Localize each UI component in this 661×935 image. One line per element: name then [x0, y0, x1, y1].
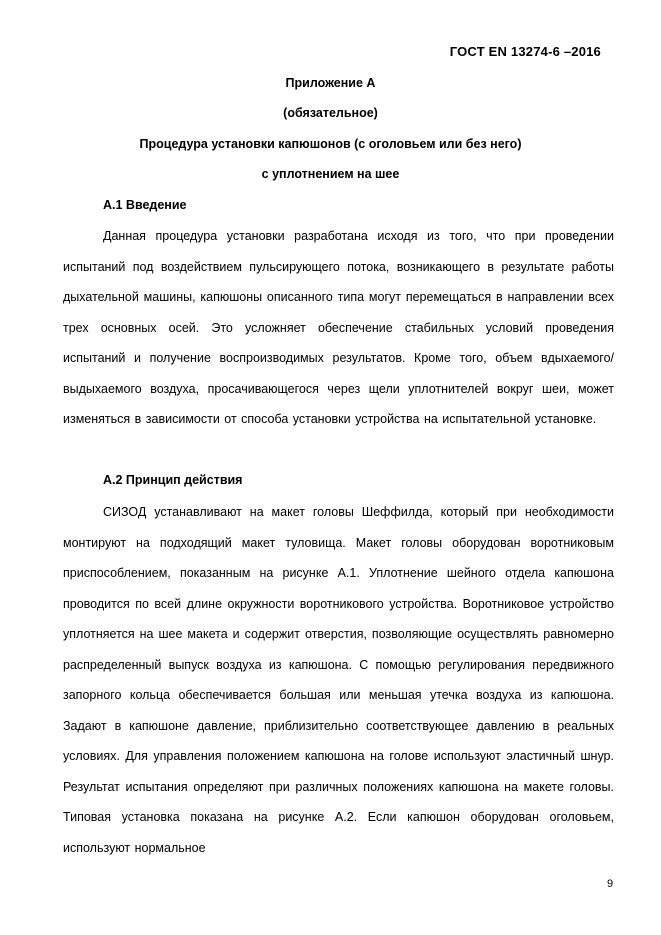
section-heading-introduction: А.1 Введение — [103, 198, 187, 212]
page-number: 9 — [607, 878, 614, 890]
annex-status: (обязательное) — [283, 106, 378, 120]
section-text-introduction: Данная процедура установки разработана исходя из того, что при проведении испытаний под воздействием пульсирующего потока, возникающего в результате работы дыхательной машины, капюшоны описанного типа могут перемещаться в направлении всех трех основных осей. Это усложняет обеспечение стабильных условий проведения испытаний и получение воспроизводимых результатов. Кроме того, объем вдыхаемого/выдыхаемого воздуха, просачивающегося через щели уплотнителей вокруг шеи, может изменяться в зависимости от способа установки устройства на испытательной установке. — [63, 229, 614, 426]
section-text-principle: СИЗОД устанавливают на макет головы Шеффилда, который при необходимости монтируют на подходящий макет туловища. Макет головы оборудован воротниковым приспособлением, показанным на рисунке А.1. Уплотнение шейного отдела капюшона проводится по всей длине окружности воротникового устройства. Воротниковое устройство уплотняется на шее макета и содержит отверстия, позволяющие осуществлять равномерно распределенный выпуск воздуха из капюшона. С помощью регулирования передвижного запорного кольца обеспечивается большая или меньшая утечка воздуха из капюшона. Задают в капюшоне давление, приблизительно соответствующее давлению в реальных условиях. Для управления положением капюшона на голове используют эластичный шнур. Результат испытания определяют при различных положениях капюшона на макете головы. Типовая установка показана на рисунке А.2. Если капюшон оборудован оголовьем, используют нормальное — [63, 505, 614, 855]
standard-number: ГОСТ EN 13274-6 –2016 — [449, 44, 601, 59]
annex-heading-line1: Процедура установки капюшонов (с оголовьем или без него) — [139, 137, 522, 151]
annex-heading-line2: с уплотнением на шее — [261, 167, 400, 181]
section-heading-principle: А.2 Принцип действия — [103, 473, 243, 487]
annex-title: Приложение А — [285, 76, 376, 90]
